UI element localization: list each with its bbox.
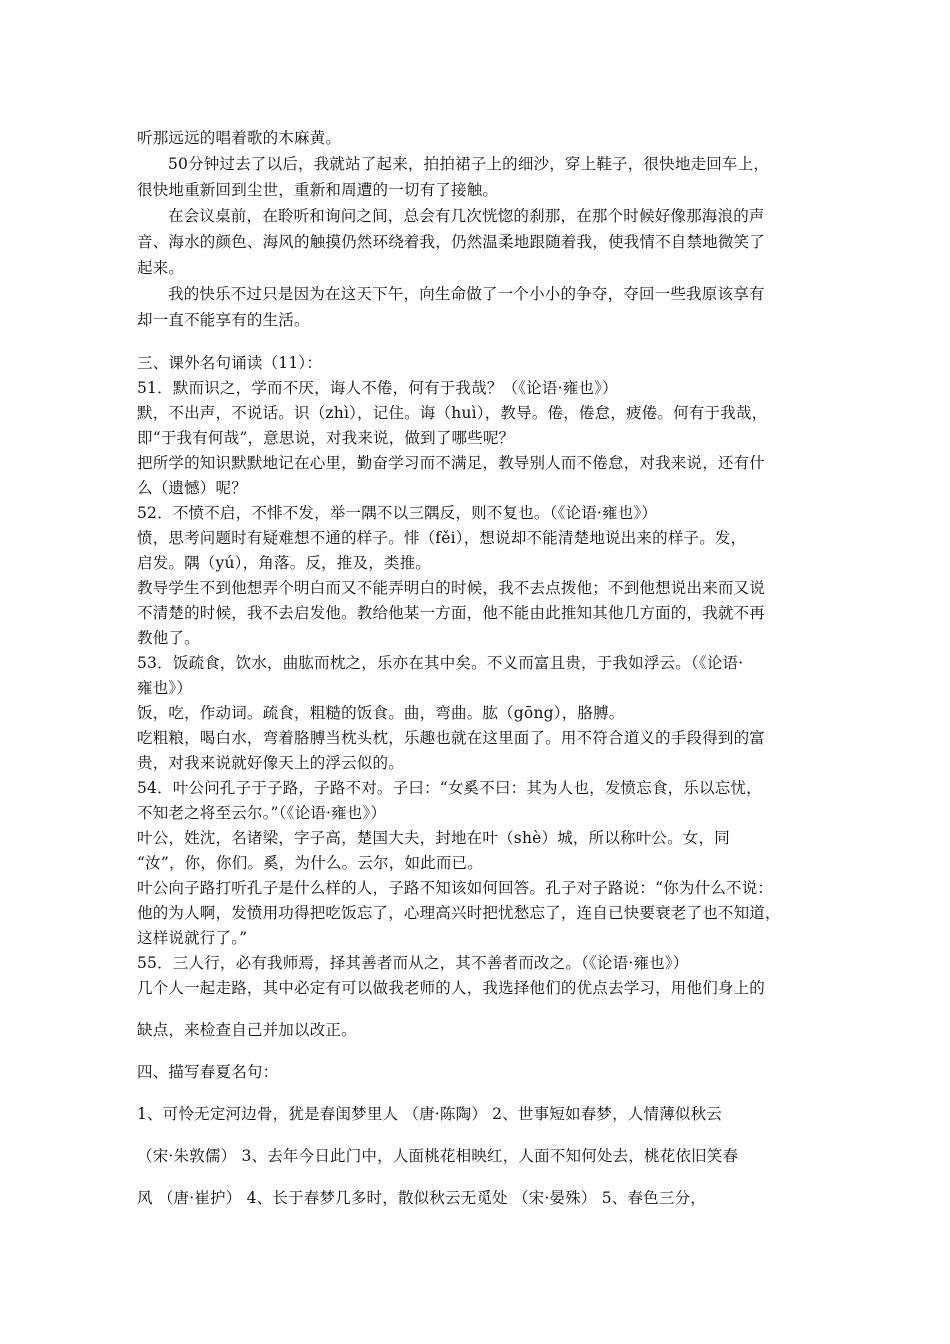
annotation-line: 启发。隅（yú），角落。反，推及，类推。 [137, 554, 431, 572]
essay-line: 我的快乐不过只是因为在这天下午，向生命做了一个小小的争夺，夺回一些我原该享有 [168, 285, 765, 303]
quote-line: 雍也》） [137, 679, 193, 697]
quote-line: 54．叶公问孔子于子路，子路不对。子曰：“女奚不曰：其为人也，发愤忘食，乐以忘忧， [137, 779, 762, 797]
verse-line: 风 （唐·崔护） 4、长于春梦几多时，散似秋云无觅处 （宋·晏殊） 5、春色三分， [137, 1189, 706, 1207]
translation-line: 贵，对我来说就好像天上的浮云似的。 [137, 754, 404, 772]
annotation-line: “汝”，你，你们。奚，为什么。云尔，如此而已。 [137, 854, 483, 872]
quote-line: 52．不愤不启，不悱不发，举一隅不以三隅反，则不复也。（《论语·雍也》） [137, 504, 658, 522]
translation-line: 教导学生不到他想弄个明白而又不能弄明白的时候，我不去点拨他；不到他想说出来而又说 [137, 579, 766, 597]
essay-line: 起来。 [137, 259, 185, 277]
translation-line: 他的为人啊，发愤用功得把吃饭忘了，心理高兴时把忧愁忘了，连自已快要衰老了也不知道， [137, 904, 781, 922]
translation-line: 教他了。 [137, 629, 200, 647]
section-heading: 四、描写春夏名句： [137, 1063, 279, 1081]
quote-line: 不知老之将至云尔。”（《论语·雍也》） [137, 804, 387, 822]
translation-line: 不清楚的时候，我不去启发他。教给他某一方面，他不能由此推知其他几方面的，我就不再 [137, 604, 766, 622]
essay-line: 音、海水的颜色、海风的触摸仍然环绕着我，仍然温柔地跟随着我，使我情不自禁地微笑了 [137, 233, 766, 251]
annotation-line: 默，不出声，不说话。识（zhì），记住。诲（huì），教导。倦，倦怠，疲倦。何有于我哉， [137, 404, 768, 422]
translation-line: 叶公向子路打听孔子是什么样的人，子路不知该如何回答。孔子对子路说：“你为什么不说： [137, 879, 774, 897]
verse-line: （宋·朱敦儒） 3、去年今日此门中，人面桃花相映红，人面不知何处去，桃花依旧笑春 [137, 1147, 739, 1165]
essay-line: 却一直不能享有的生活。 [137, 311, 310, 329]
verse-line: 1、可怜无定河边骨，犹是春闺梦里人 （唐·陈陶） 2、世事短如春梦，人情薄似秋云 [137, 1105, 723, 1123]
essay-line: 听那远远的唱着歌的木麻黄。 [137, 129, 342, 147]
quote-line: 53．饭疏食，饮水，曲肱而枕之，乐亦在其中矣。不义而富且贵，于我如浮云。（《论语· [137, 654, 744, 672]
translation-line: 么（遗憾）呢？ [137, 479, 247, 497]
essay-line: 很快地重新回到尘世，重新和周遭的一切有了接触。 [137, 181, 499, 199]
essay-line: 50分钟过去了以后，我就站了起来，拍拍裙子上的细沙，穿上鞋子，很快地走回车上， [168, 155, 770, 173]
quote-line: 55．三人行，必有我师焉，择其善者而从之，其不善者而改之。（《论语·雍也》） [137, 954, 689, 972]
annotation-line: 即“于我有何哉”，意思说，对我来说，做到了哪些呢？ [137, 429, 515, 447]
translation-line: 缺点，来检查自己并加以改正。 [137, 1021, 357, 1039]
annotation-line: 饭，吃，作动词。疏食，粗糙的饭食。曲，弯曲。肱（gōng），胳膊。 [137, 704, 625, 722]
annotation-line: 愤，思考问题时有疑难想不通的样子。悱（fěi），想说却不能清楚地说出来的样子。发， [137, 529, 747, 547]
translation-line: 这样说就行了。” [137, 929, 248, 947]
annotation-line: 叶公，姓沈，名诸梁，字子高，楚国大夫，封地在叶（shè）城，所以称叶公。女，同 [137, 829, 730, 847]
quote-line: 51．默而识之，学而不厌，诲人不倦，何有于我哉？（《论语·雍也》） [137, 379, 618, 397]
translation-line: 把所学的知识默默地记在心里，勤奋学习而不满足，教导别人而不倦怠，对我来说，还有什 [137, 454, 766, 472]
translation-line: 几个人一起走路，其中必定有可以做我老师的人，我选择他们的优点去学习，用他们身上的 [137, 979, 766, 997]
section-heading: 三、课外名句诵读（11）： [137, 354, 323, 372]
essay-line: 在会议桌前，在聆听和询问之间，总会有几次恍惚的刹那，在那个时候好像那海浪的声 [168, 207, 765, 225]
translation-line: 吃粗粮，喝白水，弯着胳膊当枕头枕，乐趣也就在这里面了。用不符合道义的手段得到的富 [137, 729, 766, 747]
